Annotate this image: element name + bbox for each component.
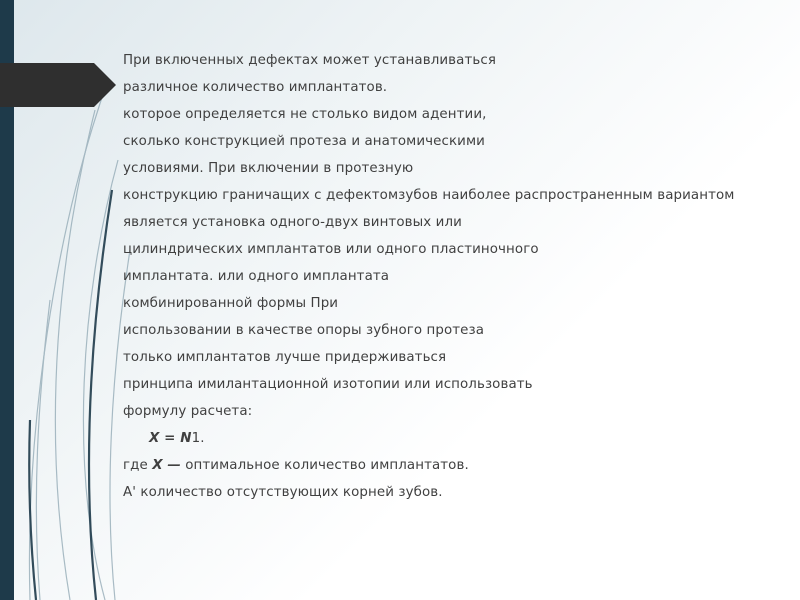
text-line: При включенных дефектах может устанавливаться xyxy=(123,53,496,68)
text-line: различное количество имплантатов. xyxy=(123,80,388,95)
formula-line xyxy=(123,431,783,447)
text-line: цилиндрических имплантатов или одного пластиночного xyxy=(123,242,539,257)
curve-2 xyxy=(29,80,108,600)
text-line: только имплантатов лучше придерживаться xyxy=(123,350,447,365)
slide-text xyxy=(123,53,783,501)
curve-1 xyxy=(55,110,95,600)
text-line: которое определяется не столько видом адентии, xyxy=(123,107,487,122)
formula-lhs: X = N xyxy=(149,431,192,446)
text-line: формулу расчета: xyxy=(123,404,253,419)
definition-line xyxy=(123,458,783,474)
text-line: является установка одного-двух винтовых или xyxy=(123,215,462,230)
text-line: сколько конструкцией протеза и анатомическими xyxy=(123,134,485,149)
definition-variable: X — xyxy=(152,458,181,473)
formula-rest: 1. xyxy=(191,431,205,446)
definition-rest: оптимальное количество имплантатов. xyxy=(180,458,469,473)
curve-3 xyxy=(83,160,118,600)
text-line: конструкцию граничащих с дефектомзубов наиболее распространенным вариантом xyxy=(123,188,735,203)
curve-dark-2 xyxy=(29,420,36,600)
definition-prefix: где xyxy=(123,458,153,473)
text-line: принципа имилантационной изотопии или использовать xyxy=(123,377,533,392)
text-line: комбинированной формы При xyxy=(123,296,339,311)
text-line: условиями. При включении в протезную xyxy=(123,161,414,176)
text-line: имплантата. или одного имплантата xyxy=(123,269,390,284)
title-arrow-tab xyxy=(0,63,116,107)
curve-4 xyxy=(36,300,50,600)
text-line: А' количество отсутствующих корней зубов. xyxy=(123,485,443,500)
text-line: использовании в качестве опоры зубного протеза xyxy=(123,323,485,338)
